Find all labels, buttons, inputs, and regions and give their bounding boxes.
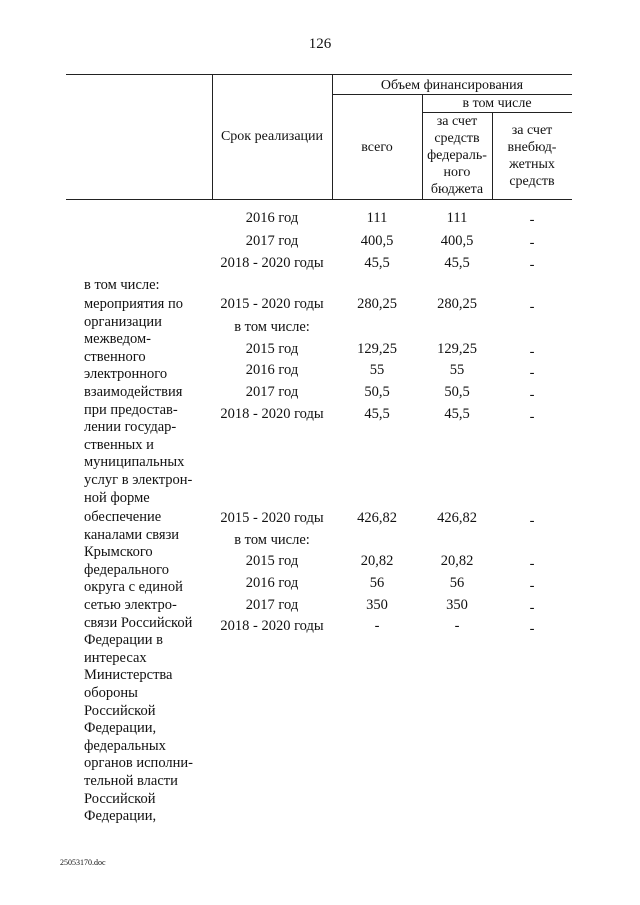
period-cell: 2015 - 2020 годы — [220, 296, 324, 312]
total-cell: 45,5 — [364, 406, 390, 422]
federal-cell: 280,25 — [437, 296, 477, 312]
including-sublabel: в том числе: — [234, 532, 310, 548]
extra-cell: - — [529, 257, 535, 273]
page-number: 126 — [308, 36, 332, 52]
total-cell: 129,25 — [357, 341, 397, 357]
extra-cell: - — [529, 409, 535, 425]
extra-cell: - — [529, 299, 535, 315]
federal-cell: - — [454, 618, 460, 634]
period-cell: 2016 год — [245, 362, 299, 378]
section2-label: обеспечение каналами связи Крымского федерального округа с единой сетью электро- связи Российской Федерации в интересах Министерства обороны Российской Федерации, федеральных органов исполни- тельной власти Российской Федерации, — [84, 509, 193, 825]
federal-cell: 20,82 — [440, 553, 474, 569]
table-header-bottom-rule — [66, 199, 572, 200]
total-cell: 280,25 — [357, 296, 397, 312]
table-top-rule — [66, 74, 572, 75]
total-cell: 55 — [369, 362, 385, 378]
extra-cell: - — [529, 621, 535, 637]
extra-cell: - — [529, 387, 535, 403]
total-cell: 56 — [369, 575, 385, 591]
total-cell: 400,5 — [360, 233, 394, 249]
federal-cell: 45,5 — [444, 255, 470, 271]
including-sublabel: в том числе: — [234, 319, 310, 335]
extra-cell: - — [529, 344, 535, 360]
federal-cell: 350 — [446, 597, 468, 613]
header-volume: Объем финансирования — [380, 78, 524, 93]
federal-cell: 129,25 — [437, 341, 477, 357]
total-cell: 20,82 — [360, 553, 394, 569]
total-cell: 426,82 — [357, 510, 397, 526]
total-cell: 350 — [366, 597, 388, 613]
header-federal: за счет средств федераль- ного бюджета — [427, 114, 487, 197]
period-cell: 2018 - 2020 годы — [220, 406, 324, 422]
period-cell: 2018 - 2020 годы — [220, 255, 324, 271]
period-cell: 2017 год — [245, 233, 299, 249]
extra-cell: - — [529, 600, 535, 616]
period-cell: 2018 - 2020 годы — [220, 618, 324, 634]
total-cell: 111 — [366, 210, 388, 226]
total-cell: 50,5 — [364, 384, 390, 400]
federal-cell: 50,5 — [444, 384, 470, 400]
total-cell: - — [374, 618, 380, 634]
extra-cell: - — [529, 556, 535, 572]
extra-cell: - — [529, 513, 535, 529]
document-filename: 25053170.doc — [60, 858, 106, 867]
period-cell: 2015 год — [245, 553, 299, 569]
header-term: Срок реализации — [220, 129, 324, 144]
period-cell: 2015 год — [245, 341, 299, 357]
section1-label: мероприятия по организации межведом- ственного электронного взаимодействия при предостав- лении государ- ственных и муниципальных услуг в электрон- ной форме — [84, 296, 193, 506]
federal-cell: 400,5 — [440, 233, 474, 249]
extra-cell: - — [529, 578, 535, 594]
extra-cell: - — [529, 235, 535, 251]
period-cell: 2015 - 2020 годы — [220, 510, 324, 526]
extra-cell: - — [529, 365, 535, 381]
period-cell: 2017 год — [245, 384, 299, 400]
period-cell: 2016 год — [245, 575, 299, 591]
including-label: в том числе: — [84, 277, 160, 293]
header-extrabudget: за счет внебюд- жетных средств — [507, 123, 557, 189]
period-cell: 2017 год — [245, 597, 299, 613]
total-cell: 45,5 — [364, 255, 390, 271]
federal-cell: 111 — [446, 210, 468, 226]
federal-cell: 56 — [449, 575, 465, 591]
header-including: в том числе — [462, 96, 532, 111]
header-total: всего — [361, 140, 393, 155]
extra-cell: - — [529, 212, 535, 228]
period-cell: 2016 год — [245, 210, 299, 226]
federal-cell: 45,5 — [444, 406, 470, 422]
federal-cell: 55 — [449, 362, 465, 378]
federal-cell: 426,82 — [437, 510, 477, 526]
